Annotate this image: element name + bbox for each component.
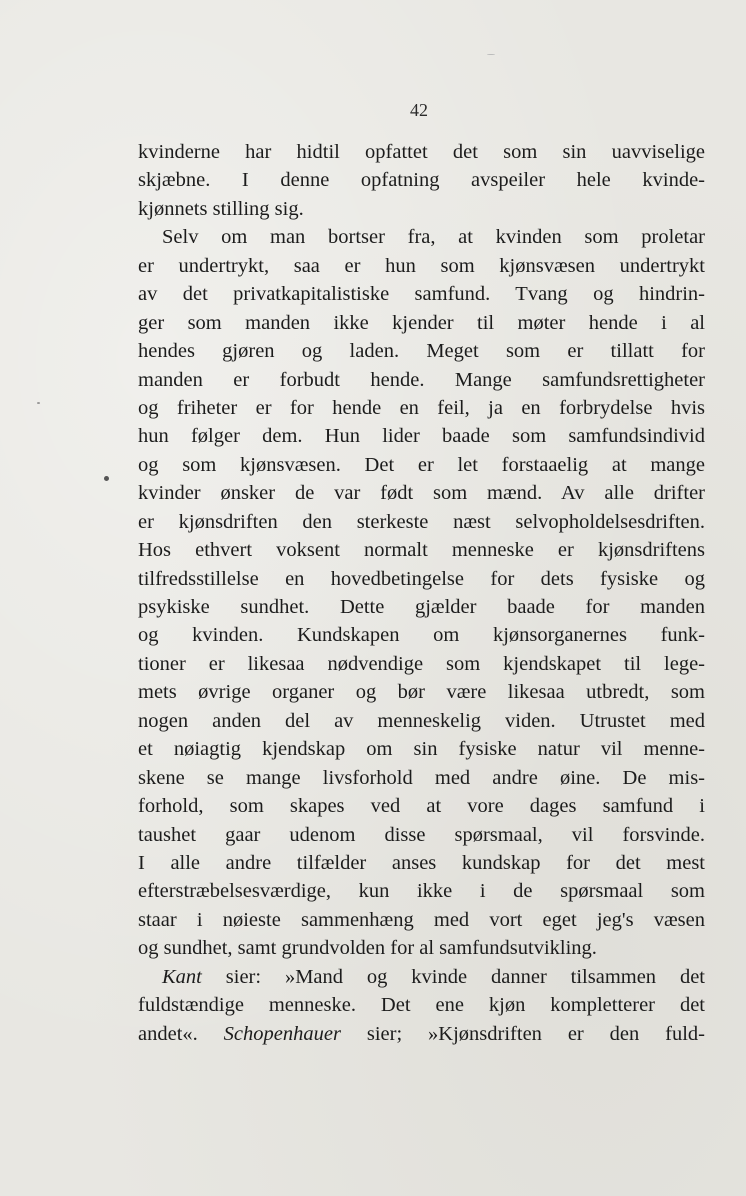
text-line: skjæbne. I denne opfatning avspeiler hele kvinde- [138,169,705,192]
print-speck [104,476,109,481]
text-line: kvinder ønsker de var født som mænd. Av alle drifter [138,482,705,505]
text-line: staar i nøieste sammenhæng med vort eget jeg's væsen [138,908,705,931]
text-line: efterstræbelsesværdige, kun ikke i de spørsmaal som [138,880,705,903]
text-line: tilfredsstillelse en hovedbetingelse for dets fysiske og [138,567,705,590]
text-line: er kjønsdriften den sterkeste næst selvopholdelsesdriften. [138,510,705,533]
text-line: tioner er likesaa nødvendige som kjendskapet til lege- [138,652,705,675]
text-line: hun følger dem. Hun lider baade som samfundsindivid [138,425,705,448]
text-line: et nøiagtig kjendskap om sin fysiske natur vil menne- [138,738,705,761]
text-line: forhold, som skapes ved at vore dages samfund i [138,795,705,818]
quote-line [138,1020,705,1048]
text-line: kvinderne har hidtil opfattet det som sin uavviselige [138,141,705,163]
text-line: nogen anden del av menneskelig viden. Utrustet med [138,709,705,732]
text-line: Selv om man bortser fra, at kvinden som proletar [162,226,705,249]
text-line: psykiske sundhet. Dette gjælder baade for manden [138,596,705,618]
quote-text: sier: »Mand og kvinde danner tilsammen det [201,965,705,988]
text-line: Hos ethvert voksent normalt menneske er kjønsdriftens [138,539,705,562]
page-number: 42 [410,100,428,120]
print-speck [37,402,40,404]
text-line: hendes gjøren og laden. Meget som er tillatt for [138,340,705,363]
text-line: I alle andre tilfælder anses kundskap for det mest [138,851,705,874]
quote-line [138,963,705,991]
author-name-kant: Kant [162,965,202,988]
text-line: kjønnets stilling sig. [138,197,304,220]
text-line: av det privatkapitalistiske samfund. Tvang og hindrin- [138,283,705,306]
text-line: skene se mange livsforhold med andre øine. De mis- [138,766,705,789]
text-line: og sundhet, samt grundvolden for al samfundsutvikling. [138,937,597,960]
text-line: manden er forbudt hende. Mange samfundsrettigheter [138,368,705,391]
text-line: taushet gaar udenom disse spørsmaal, vil forsvinde. [138,823,705,846]
text-line: og kvinden. Kundskapen om kjønsorganernes funk- [138,624,705,647]
quote-text: sier; »Kjønsdriften er den fuld- [340,1022,705,1045]
body-text [138,138,705,1048]
author-name-schopenhauer: Schopenhauer [223,1022,341,1045]
text-line: er undertrykt, saa er hun som kjønsvæsen undertrykt [138,254,705,277]
text-line: mets øvrige organer og bør være likesaa utbredt, som [138,681,705,704]
quote-text: andet«. [138,1022,224,1045]
print-speck [487,54,495,55]
text-line: og som kjønsvæsen. Det er let forstaaelig at mange [138,453,705,476]
quote-line: fuldstændige menneske. Det ene kjøn kompletterer det [138,994,705,1017]
text-line: og friheter er for hende en feil, ja en forbrydelse hvis [138,396,705,419]
text-line: ger som manden ikke kjender til møter hende i al [138,311,705,334]
